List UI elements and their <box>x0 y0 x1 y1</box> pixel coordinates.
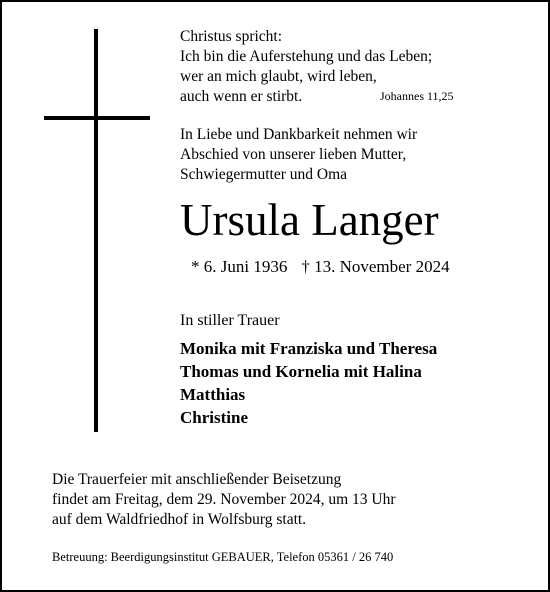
funeral-home-credit: Betreuung: Beerdigungsinstitut GEBAUER, Telefon 05361 / 26 740 <box>52 550 394 564</box>
mourner-name: Matthias <box>180 385 246 404</box>
funeral-line: Die Trauerfeier mit anschließender Beisetzung <box>52 471 342 488</box>
cross-vertical-bar <box>94 29 98 432</box>
quote-line: auch wenn er stirbt. <box>180 88 303 105</box>
mourner-name: Christine <box>180 408 248 427</box>
mourner-name: Thomas und Kornelia mit Halina <box>180 362 422 381</box>
quote-line: Ich bin die Auferstehung und das Leben; <box>180 48 433 65</box>
mourners-heading: In stiller Trauer <box>180 312 280 329</box>
quote-line: Christus spricht: <box>180 28 283 45</box>
life-dates <box>191 256 450 278</box>
birth-date: * 6. Juni 1936 <box>191 257 288 276</box>
funeral-line: auf dem Waldfriedhof in Wolfsburg statt. <box>52 511 307 528</box>
death-date: † 13. November 2024 <box>301 257 450 276</box>
quote-line: wer an mich glaubt, wird leben, <box>180 68 377 85</box>
mourner-name: Monika mit Franziska und Theresa <box>180 339 438 358</box>
funeral-line: findet am Freitag, dem 29. November 2024, um 13 Uhr <box>52 491 396 508</box>
intro-line: In Liebe und Dankbarkeit nehmen wir <box>180 126 418 143</box>
quote-reference: Johannes 11,25 <box>380 89 454 103</box>
intro-line: Abschied von unserer lieben Mutter, <box>180 146 407 163</box>
intro-line: Schwiegermutter und Oma <box>180 166 348 183</box>
cross-horizontal-bar <box>44 116 150 120</box>
deceased-name: Ursula Langer <box>180 195 439 245</box>
